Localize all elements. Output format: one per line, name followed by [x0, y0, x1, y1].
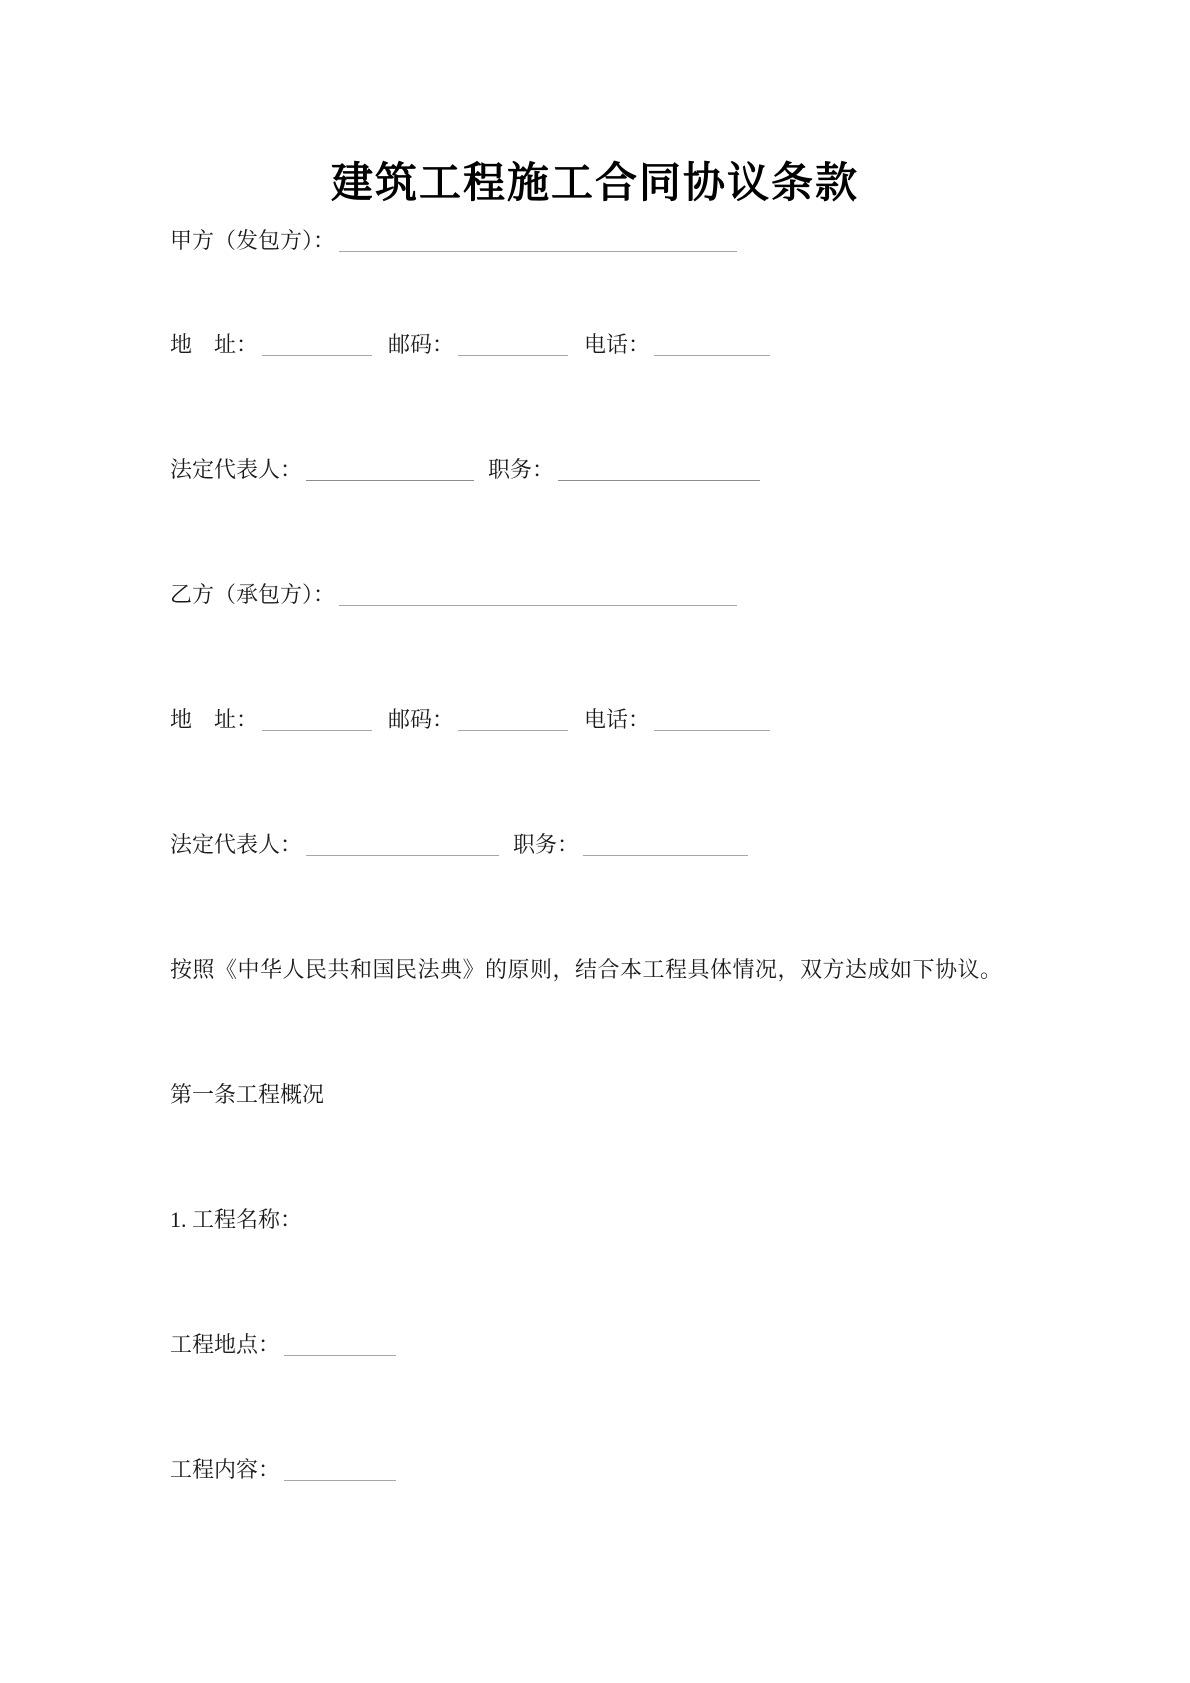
party-a-phone-blank[interactable]	[654, 334, 770, 356]
party-b-line	[170, 580, 1020, 610]
address-label: 地 址：	[170, 707, 259, 732]
postal-label: 邮码：	[388, 707, 455, 732]
party-a-line	[170, 226, 1020, 256]
legal-rep-label: 法定代表人：	[170, 832, 303, 857]
project-location-label: 工程地点：	[170, 1332, 281, 1357]
postal-label: 邮码：	[388, 332, 455, 357]
position-label: 职务：	[488, 457, 555, 482]
party-a-legal-rep-blank[interactable]	[306, 459, 474, 481]
party-a-label: 甲方（发包方）：	[170, 228, 336, 253]
phone-label: 电话：	[584, 707, 651, 732]
party-b-label: 乙方（承包方）：	[170, 582, 336, 607]
project-name-line: 1. 工程名称：	[170, 1207, 303, 1232]
party-a-legal-rep-line	[170, 455, 1020, 485]
document-title: 建筑工程施工合同协议条款	[330, 161, 859, 207]
party-a-address-blank[interactable]	[262, 334, 372, 356]
party-b-contact-line	[170, 705, 1020, 735]
project-location-line	[170, 1330, 1020, 1360]
party-a-postal-blank[interactable]	[458, 334, 568, 356]
preamble-text: 按照《中华人民共和国民法典》的原则，结合本工程具体情况，双方达成如下协议。	[170, 957, 1003, 982]
party-b-postal-blank[interactable]	[458, 709, 568, 731]
project-content-line	[170, 1455, 1020, 1485]
project-content-label: 工程内容：	[170, 1457, 281, 1482]
party-b-name-blank[interactable]	[339, 584, 737, 606]
party-a-position-blank[interactable]	[558, 459, 760, 481]
party-b-legal-rep-blank[interactable]	[306, 834, 499, 856]
party-a-name-blank[interactable]	[339, 230, 737, 252]
position-label: 职务：	[513, 832, 580, 857]
party-b-address-blank[interactable]	[262, 709, 372, 731]
legal-rep-label: 法定代表人：	[170, 457, 303, 482]
phone-label: 电话：	[584, 332, 651, 357]
party-b-legal-rep-line	[170, 830, 1020, 860]
address-label: 地 址：	[170, 332, 259, 357]
party-b-phone-blank[interactable]	[654, 709, 770, 731]
project-location-blank[interactable]	[284, 1334, 396, 1356]
article-1-heading: 第一条工程概况	[170, 1082, 325, 1107]
party-b-position-blank[interactable]	[583, 834, 748, 856]
party-a-contact-line	[170, 330, 1020, 360]
project-content-blank[interactable]	[284, 1459, 396, 1481]
